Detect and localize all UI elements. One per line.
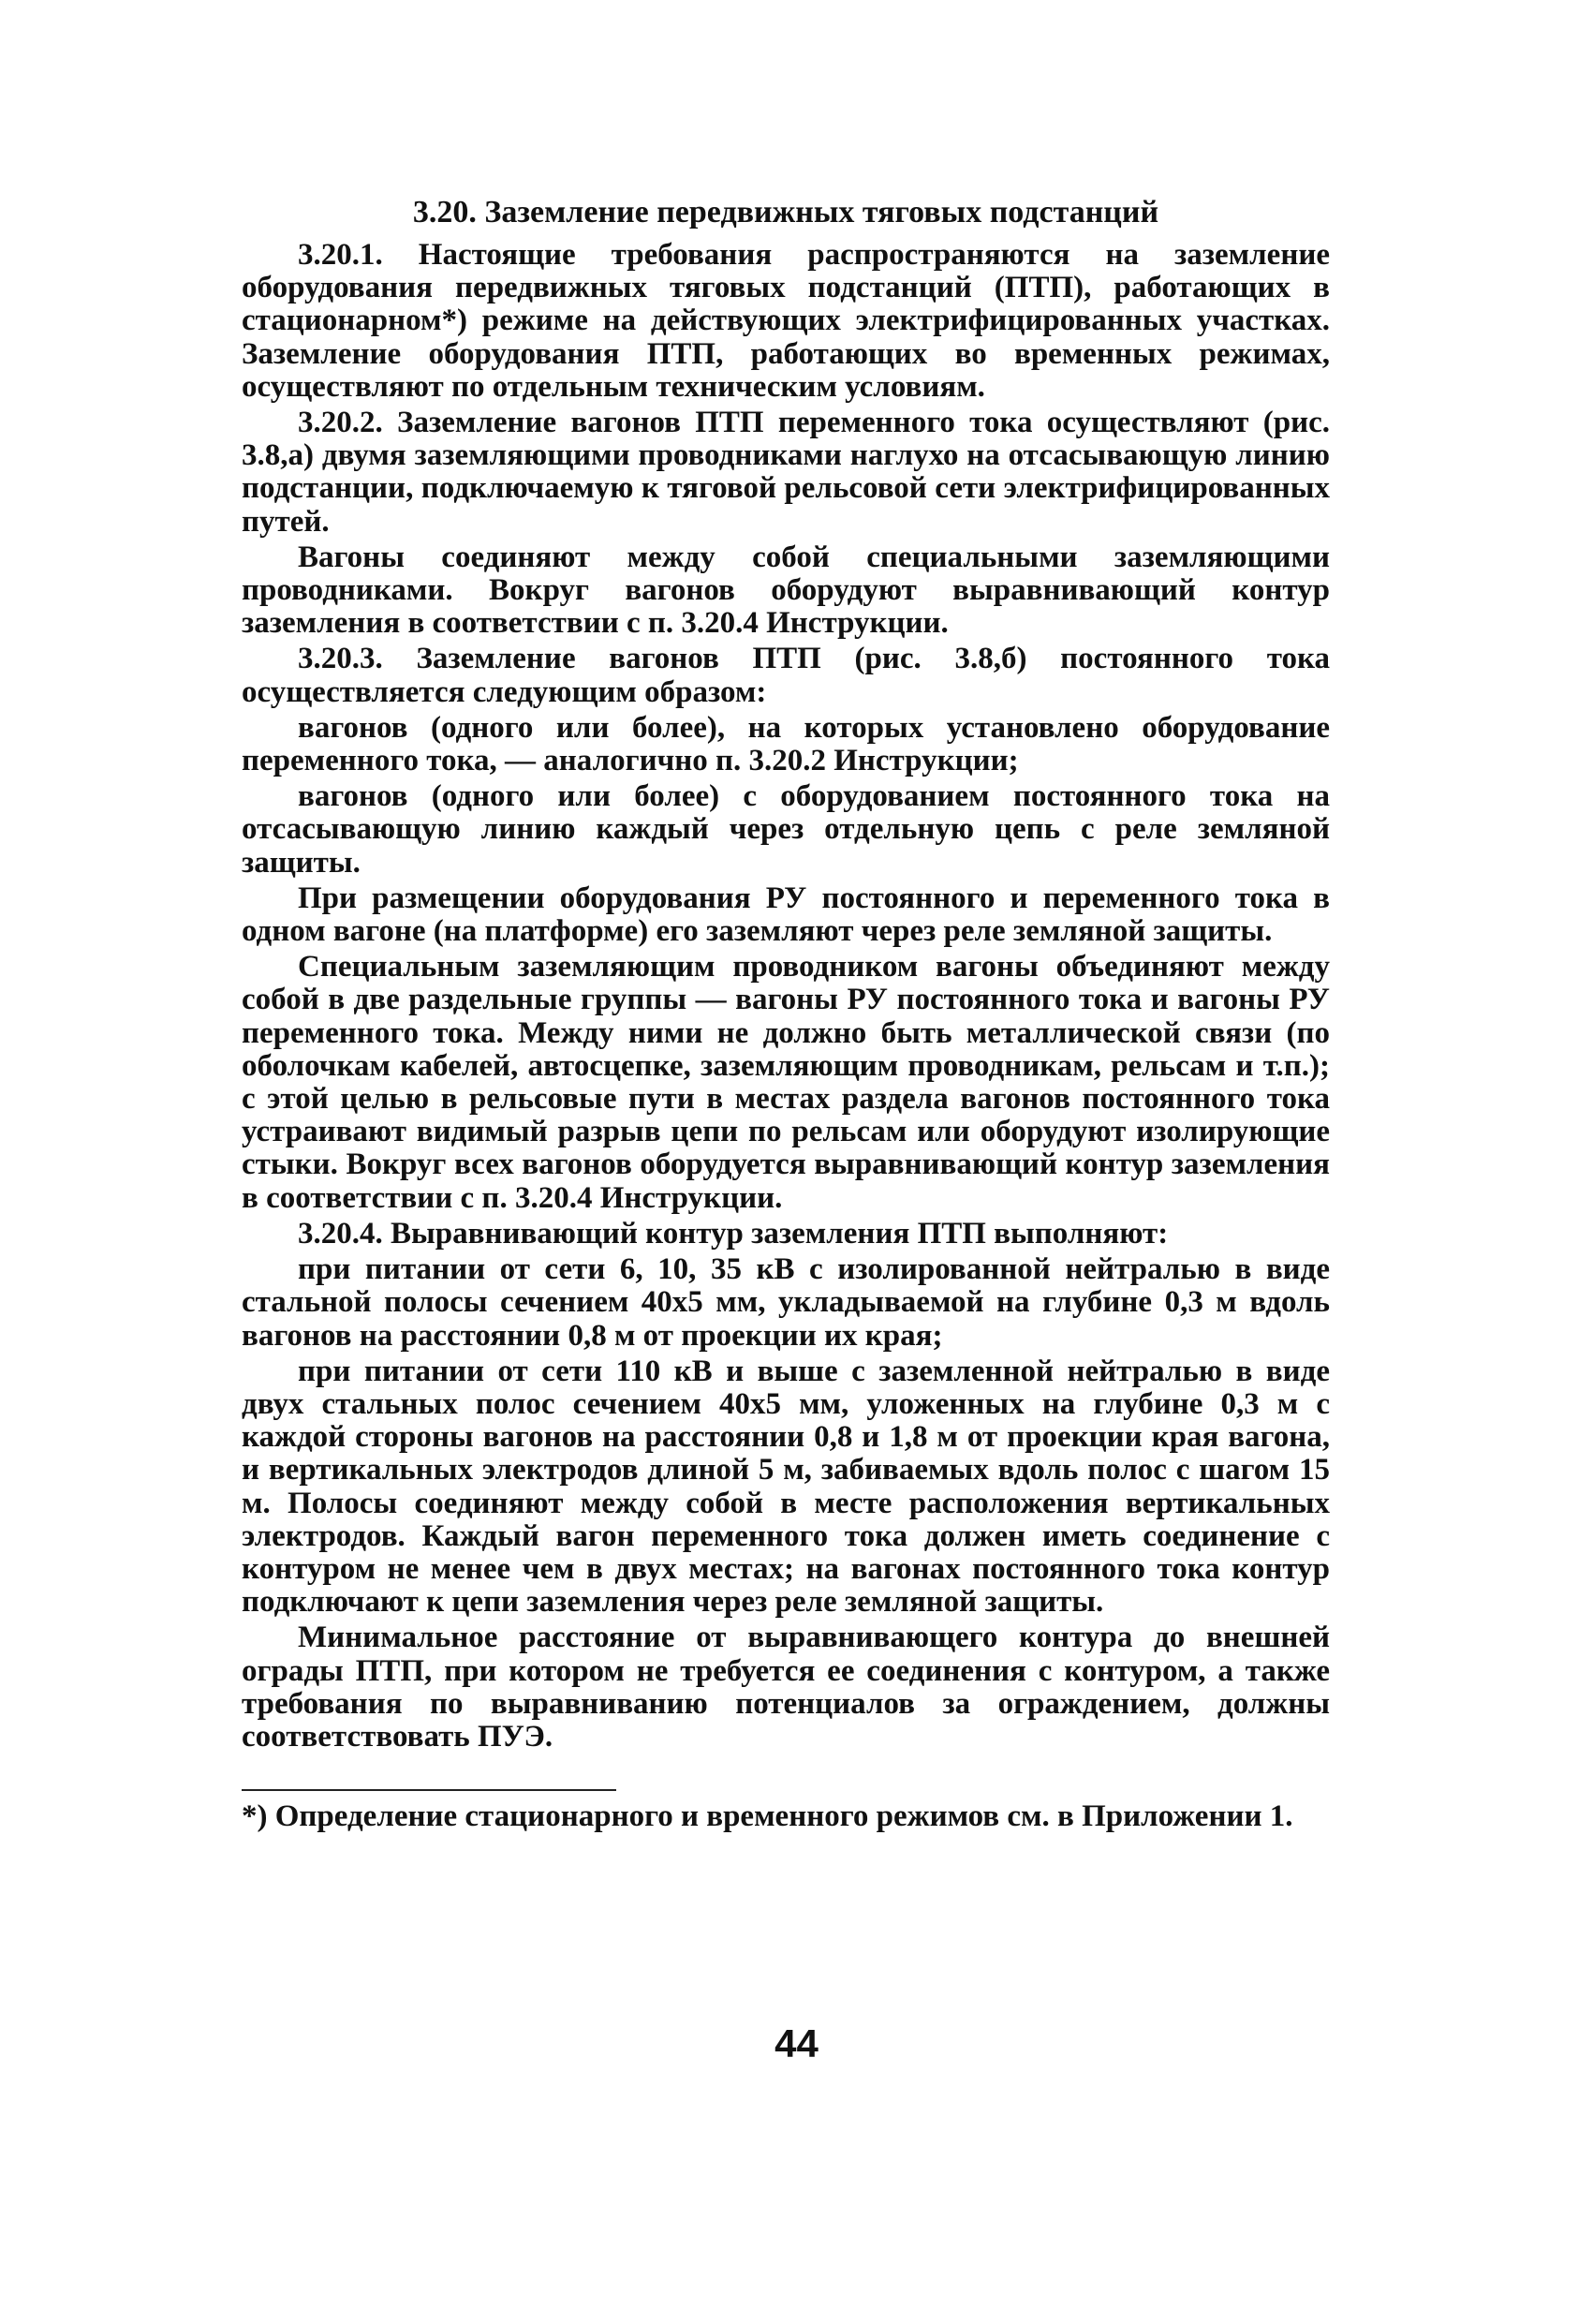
paragraph-3-20-1: 3.20.1. Настоящие требования распространяются на заземление оборудования передвижных тяговых подстанций (ПТП), работающих в стационарном*) режиме на действующих электрифицированных участках. Заземление оборудования ПТП, работающих во временных режимах, осуществляют по отдельным техническим условиям. (242, 238, 1330, 404)
paragraph-wagons-connection: Вагоны соединяют между собой специальными заземляющими проводниками. Вокруг вагонов оборудуют выравнивающий контур заземления в соответствии с п. 3.20.4 Инструкции. (242, 540, 1330, 641)
paragraph-6-35kv: при питании от сети 6, 10, 35 кВ с изолированной нейтралью в виде стальной полосы сечением 40x5 мм, укладываемой на глубине 0,3 м вдоль вагонов на расстоянии 0,8 м от проекции их края; (242, 1252, 1330, 1353)
footnote-divider (242, 1789, 616, 1791)
page-number: 44 (774, 2021, 819, 2065)
paragraph-dc-wagons: вагонов (одного или более) с оборудованием постоянного тока на отсасывающую линию каждый через отдельную цепь с реле земляной защиты. (242, 779, 1330, 880)
paragraph-3-20-2: 3.20.2. Заземление вагонов ПТП переменного тока осуществляют (рис. 3.8,а) двумя заземляющими проводниками наглухо на отсасывающую линию подстанции, подключаемую к тяговой рельсовой сети электрифицированных путей. (242, 406, 1330, 539)
document-page (242, 192, 1330, 1833)
paragraph-110kv: при питании от сети 110 кВ и выше с заземленной нейтралью в виде двух стальных полос сечением 40x5 мм, уложенных на глубине 0,3 м с каждой стороны вагонов на расстоянии 0,8 и 1,8 м от проекции края вагона, и вертикальных электродов длиной 5 м, забиваемых вдоль полос с шагом 15 м. Полосы соединяют между собой в месте расположения вертикальных электродов. Каждый вагон переменного тока должен иметь соединение с контуром не менее чем в двух местах; на вагонах постоянного тока контур подключают к цепи заземления через реле земляной защиты. (242, 1354, 1330, 1620)
paragraph-3-20-3: 3.20.3. Заземление вагонов ПТП (рис. 3.8,б) постоянного тока осуществляется следующим образом: (242, 642, 1330, 709)
section-heading: 3.20. Заземление передвижных тяговых подстанций (412, 195, 1159, 229)
paragraph-groups: Специальным заземляющим проводником вагоны объединяют между собой в две раздельные группы — вагоны РУ постоянного тока и вагоны РУ переменного тока. Между ними не должно быть металлической связи (по оболочкам кабелей, автосцепке, заземляющим проводникам, рельсам и т.п.); с этой целью в рельсовые пути в местах раздела вагонов постоянного тока устраивают видимый разрыв цепи по рельсам или оборудуют изолирующие стыки. Вокруг всех вагонов оборудуется выравнивающий контур заземления в соответствии с п. 3.20.4 Инструкции. (242, 950, 1330, 1215)
paragraph-3-20-4: 3.20.4. Выравнивающий контур заземления ПТП выполняют: (298, 1216, 1169, 1251)
footnote: *) Определение стационарного и временного режимов см. в Приложении 1. (242, 1799, 1293, 1834)
paragraph-minimum-distance: Минимальное расстояние от выравнивающего контура до внешней ограды ПТП, при котором не требуется ее соединения с контуром, а также требования по выравниванию потенциалов за ограждением, должны соответствовать ПУЭ. (242, 1621, 1330, 1754)
paragraph-ac-wagons: вагонов (одного или более), на которых установлено оборудование переменного тока, — аналогично п. 3.20.2 Инструкции; (242, 710, 1330, 778)
paragraph-single-wagon: При размещении оборудования РУ постоянного и переменного тока в одном вагоне (на платформе) его заземляют через реле земляной защиты. (242, 881, 1330, 949)
